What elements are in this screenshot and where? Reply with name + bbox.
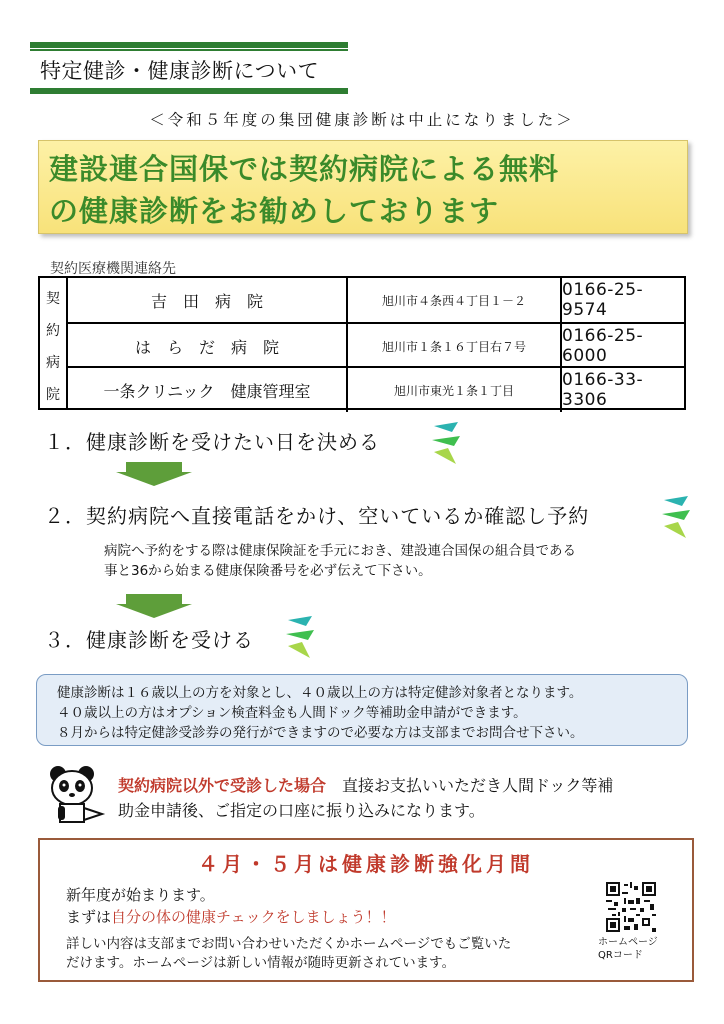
eligibility-info-box: [36, 674, 688, 746]
side-label-char: 契: [46, 291, 60, 307]
sparkle-icon: [430, 420, 464, 468]
down-arrow-icon: [116, 462, 192, 486]
side-label-char: 院: [46, 387, 60, 403]
campaign-line-3: 詳しい内容は支部までお問い合わせいただくかホームページでもご覧いた: [66, 936, 512, 952]
hospital-name: は ら だ 病 院: [68, 324, 348, 368]
table-row: [68, 322, 684, 368]
banner-line-2: の健康診断をお勧めしております: [49, 194, 500, 228]
banner-line-1: 建設連合国保では契約病院による無料: [49, 152, 560, 186]
step-2-text: ２．契約病院へ直接電話をかけ、空いているか確認し予約: [44, 504, 590, 528]
hospital-phone[interactable]: 0166-25-6000: [562, 326, 644, 366]
step-2-note-line-1: 病院へ予約をする際は健康保険証を手元におき、建設連合国保の組合員である: [104, 543, 576, 559]
campaign-line-4: だけます。ホームページは新しい情報が随時更新されています。: [66, 955, 456, 971]
outside-notice-highlight: 契約病院以外で受診した場合: [118, 776, 327, 795]
outside-notice-text-2: 助金申請後、ご指定の口座に振り込みになります。: [118, 801, 485, 820]
hospital-name: 吉 田 病 院: [68, 278, 348, 322]
outside-hospital-notice: [118, 773, 688, 823]
down-arrow-icon: [116, 594, 192, 618]
hospital-phone[interactable]: 0166-25-9574: [562, 280, 644, 320]
outside-notice-text-1: 直接お支払いいただき人間ドック等補: [326, 776, 614, 795]
table-row: [68, 366, 684, 412]
hospital-table: [38, 276, 686, 410]
campaign-line-2-highlight: 自分の体の健康チェックをしましょう！！: [111, 908, 396, 926]
hospital-address: 旭川市４条西４丁目１－２: [348, 278, 562, 322]
hospital-address: 旭川市１条１６丁目右７号: [348, 324, 562, 368]
campaign-line-2-prefix: まずは: [66, 908, 112, 926]
cancellation-notice: ＜令和５年度の集団健康診断は中止になりました＞: [149, 111, 575, 129]
qr-code-icon[interactable]: [606, 882, 656, 932]
qr-code-label: [598, 936, 658, 962]
header-rule-top-thin: [30, 49, 348, 51]
info-line-2: ４０歳以上の方はオプション検査料金も人間ドック等補助金申請ができます。: [57, 705, 527, 721]
sparkle-icon: [284, 614, 318, 662]
table-row: [68, 278, 684, 322]
step-3-text: ３．健康診断を受ける: [44, 628, 254, 652]
campaign-box: [38, 838, 694, 982]
campaign-line-2: [66, 906, 396, 927]
campaign-line-1: 新年度が始まります。: [66, 886, 215, 904]
step-1-text: １．健康診断を受けたい日を決める: [44, 430, 380, 454]
header-rule-bottom: [30, 88, 348, 94]
page-title: 特定健診・健康診断について: [40, 59, 320, 83]
info-line-1: 健康診断は１６歳以上の方を対象とし、４０歳以上の方は特定健診対象者となります。: [57, 685, 583, 701]
headline-banner: [38, 140, 688, 234]
contract-hospital-side-label: [40, 278, 68, 408]
panda-mascot-icon: [46, 764, 106, 826]
side-label-char: 約: [46, 323, 60, 339]
qr-label-line-2: QRコード: [598, 950, 643, 961]
header-rule-top: [30, 42, 348, 48]
qr-label-line-1: ホームページ: [598, 937, 658, 948]
step-2-note-line-2: 事と36から始まる健康保険番号を必ず伝えて下さい。: [104, 563, 432, 579]
sparkle-icon: [660, 494, 694, 542]
hospital-phone[interactable]: 0166-33-3306: [562, 370, 644, 410]
hospital-name: 一条クリニック 健康管理室: [68, 368, 348, 412]
step-2-note: [104, 541, 674, 581]
info-line-3: ８月からは特定健診受診券の発行ができますので必要な方は支部までお問合せ下さい。: [57, 725, 584, 741]
campaign-title: ４月・５月は健康診断強化月間: [198, 852, 534, 876]
hospital-address: 旭川市東光１条１丁目: [348, 368, 562, 412]
side-label-char: 病: [46, 355, 60, 371]
hospital-table-caption: 契約医療機関連絡先: [50, 261, 176, 277]
